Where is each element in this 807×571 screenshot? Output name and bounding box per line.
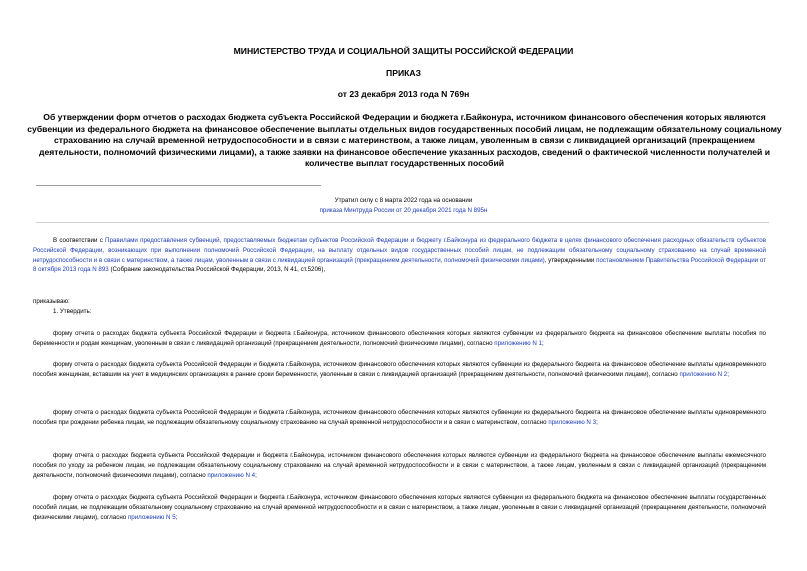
item-1: 1. Утвердить: [53, 308, 92, 315]
form-text-end: ; [175, 513, 178, 521]
form-paragraph-5 [33, 493, 766, 522]
government-decree-link[interactable]: постановлением Правительства Российской Федерации от 8 октября 2013 года N 893 [33, 256, 766, 274]
form-text: форму отчета о расходах бюджета субъекта Российской Федерации и бюджета г.Байконура, источником финансового обеспечения которых являются субвенции из федерального бюджета на финансовое обеспечение выплаты единовременного пособия при рождении ребенка лицам, не подлежащим обязательному социальному страхованию на случай временной нетрудоспособности и в связи с материнством, согласно [33, 409, 766, 426]
repeal-notice-link-line [0, 206, 807, 215]
document-date-number: от 23 декабря 2013 года N 769н [337, 89, 470, 99]
form-paragraph-3 [33, 408, 766, 428]
form-paragraph-1 [33, 329, 766, 349]
preamble-text: , утвержденными [544, 256, 597, 264]
form-text-end: ; [255, 471, 257, 479]
form-text-end: ; [596, 418, 598, 426]
ministry-heading: МИНИСТЕРСТВО ТРУДА И СОЦИАЛЬНОЙ ЗАЩИТЫ РОССИЙСКОЙ ФЕДЕРАЦИИ [233, 46, 574, 56]
appendix-5-link[interactable]: приложению N 5 [127, 513, 176, 521]
document-type: ПРИКАЗ [386, 68, 421, 78]
repeal-notice: Утратил силу с 8 марта 2022 года на основании [334, 197, 473, 204]
rules-link[interactable]: Правилами предоставления субвенций, предоставляемых бюджетам субъектов Российской Федерации и бюджету г.Байконура из федерального бюджета в целях финансового обеспечения расходных обязательств субъектов Российской Федерации, возникающих при выполнении полномочий Российской Федерации, на выплату отдельных видов государственных пособий лицам, не подлежащим обязательному социальному страхованию на случай временной нетрудоспособности и в связи с материнством, а также лицам, уволенным в связи с ликвидацией организаций (прекращением деятельности, полномочий физическими лицами) [33, 237, 766, 264]
separator-line-bottom [36, 222, 769, 223]
form-text-end: ; [727, 370, 729, 378]
form-text-end: ; [542, 339, 544, 347]
form-paragraph-2 [33, 360, 766, 380]
separator-line [36, 185, 321, 186]
form-paragraph-4 [33, 451, 766, 480]
form-text: форму отчета о расходах бюджета субъекта Российской Федерации и бюджета г.Байконура, источником финансового обеспечения которых являются субвенции из федерального бюджета на финансовое обеспечение выплаты единовременного пособия женщинам, вставшим на учет в медицинских организациях в ранние сроки беременности, уволенным в связи с ликвидацией организаций (прекращением деятельности, полномочий физическими лицами), согласно [33, 361, 766, 378]
preamble-text: (Собрание законодательства Российской Федерации, 2013, N 41, ст.5206), [108, 266, 326, 274]
preamble-text: В соответствии с [53, 237, 106, 244]
appendix-1-link[interactable]: приложению N 1 [494, 339, 543, 347]
form-text: форму отчета о расходах бюджета субъекта Российской Федерации и бюджета г.Байконура, источником финансового обеспечения которых являются субвенции из федерального бюджета на финансовое обеспечение выплаты ежемесячного пособия по уходу за ребенком лицам, не подлежащим обязательному социальному страхованию на случай временной нетрудоспособности и в связи с материнством, а также лицам, уволенным в связи с ликвидацией организаций (прекращением деятельности, полномочий физическими лицами), согласно [33, 452, 766, 479]
preamble-paragraph [33, 236, 766, 275]
appendix-3-link[interactable]: приложению N 3 [548, 418, 597, 426]
form-text: форму отчета о расходах бюджета субъекта Российской Федерации и бюджета г.Байконура, источником финансового обеспечения которых являются субвенции из федерального бюджета на финансовое обеспечение выплаты пособия по беременности и родам женщинам, уволенным в связи с ликвидацией организаций (прекращением деятельности, полномочий физическими лицами), согласно [33, 330, 766, 347]
appendix-2-link[interactable]: приложению N 2 [679, 370, 728, 378]
form-text: форму отчета о расходах бюджета субъекта Российской Федерации и бюджета г.Байконура, источником финансового обеспечения которых являются субвенции из федерального бюджета на финансовое обеспечение выплаты государственных пособий лицам, не подлежащим обязательному социальному страхованию на случай временной нетрудоспособности и в связи с материнством, а также лицам, уволенным в связи с ликвидацией организаций (прекращением деятельности, полномочий физическими лицами), согласно [33, 494, 766, 521]
appendix-4-link[interactable]: приложению N 4 [207, 471, 256, 479]
document-title: Об утверждении форм отчетов о расходах бюджета субъекта Российской Федерации и бюджета г.Байконура, источником финансового обеспечения которых являются субвенции из федерального бюджета на финансовое обеспечение выплаты отдельных видов государственных пособий лицам, не подлежащим обязательному социальному страхованию на случай временной нетрудоспособности и в связи с материнством, а также лицам, уволенным в связи с ликвидацией организаций (прекращением деятельности, полномочий физическими лицами), а также заявки на финансовое обеспечение указанных расходов, сведений о фактической численности получателей и количестве выплат государственных пособий [27, 112, 782, 168]
repeal-order-link[interactable]: приказа Минтруда России от 20 декабря 2021 года N 895н [319, 207, 488, 214]
order-word: приказываю: [33, 298, 70, 305]
